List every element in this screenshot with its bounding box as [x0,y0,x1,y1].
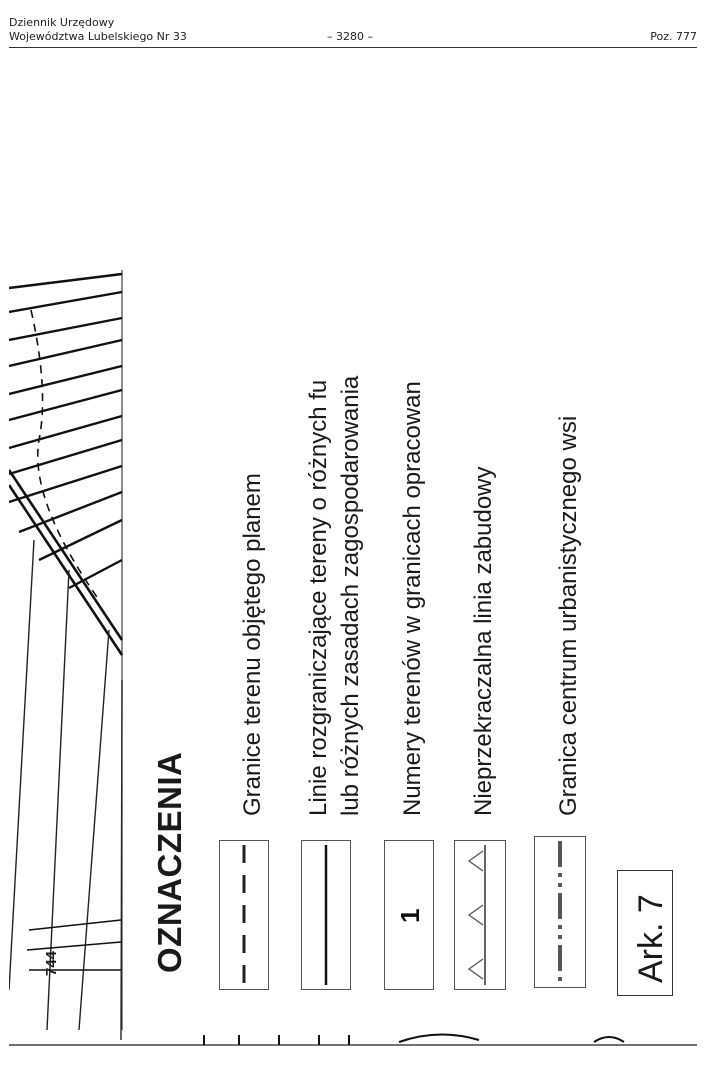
sheet-label-box [617,870,673,996]
solid-line-icon [302,841,350,989]
page-number: – 3280 – [327,30,373,43]
legend-symbol-area-number [384,840,434,990]
legend-item-area-numbers: Numery terenów w granicach opracowan [399,381,426,816]
legend-symbol-plan-boundary [219,840,269,990]
legend-symbol-urban-centre [534,836,586,988]
legend-item-dividing-lines-2: lub różnych zasadach zagospodarowania [337,375,364,816]
legend-item-plan-boundary: Granice terenu objętego planem [239,473,266,816]
journal-name-line1: Dziennik Urzędowy [9,16,115,29]
legend-item-building-line: Nieprzekraczalna linia zabudowy [470,466,497,816]
legend-symbol-building-line [454,840,506,990]
running-header [9,16,697,44]
journal-name-line2: Województwa Lubelskiego Nr 33 [9,30,187,43]
header-divider [9,47,697,48]
legend-symbol-dividing-lines [301,840,351,990]
plan-map-sheet [9,270,697,1046]
legend-item-dividing-lines-1: Linie rozgraniczające tereny o różnych fu [305,379,332,816]
parcel-number: 744 [43,950,60,976]
area-number-sample: 1 [395,908,425,923]
dash-dot-line-icon [535,837,585,987]
legend-item-urban-centre: Granica centrum urbanistycznego wsi [555,415,582,816]
dashed-line-icon [220,841,268,989]
sheet-label: Ark. 7 [632,894,670,983]
triangle-line-icon [455,841,505,989]
position-number: Poz. 777 [650,30,697,43]
legend-title: OZNACZENIA [151,751,188,973]
